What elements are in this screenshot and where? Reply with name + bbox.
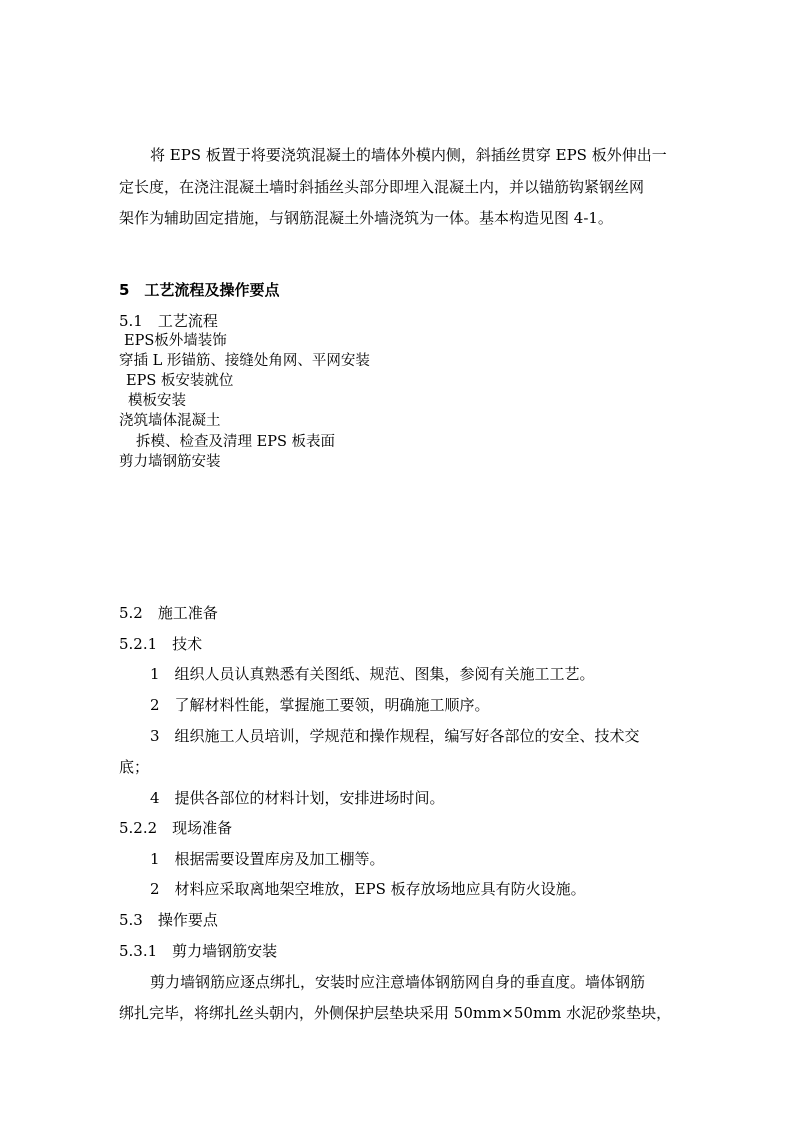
intro-line-1: 将 EPS 板置于将要浇筑混凝土的墙体外模内侧，斜插丝贯穿 EPS 板外伸出一 xyxy=(150,146,667,164)
flow-step: EPS 板安装就位 xyxy=(126,373,234,389)
intro-line-3: 架作为辅助固定措施，与钢筋混凝土外墙浇筑为一体。基本构造见图 4-1。 xyxy=(119,209,613,227)
flow-step: 浇筑墙体混凝土 xyxy=(119,413,221,429)
tech-item-3: 3 组织施工人员培训，学规范和操作规程，编写好各部位的安全、技术交 xyxy=(150,727,640,745)
flow-step: 穿插 L 形锚筋、接缝处角网、平网安装 xyxy=(119,353,370,369)
flow-step: EPS板外墙装饰 xyxy=(124,333,227,349)
flow-step: 剪力墙钢筋安装 xyxy=(119,454,221,470)
section-5-2-2-heading: 5.2.2 现场准备 xyxy=(119,819,233,837)
section-5-heading: 5 工艺流程及操作要点 xyxy=(119,281,280,299)
section-5-3-1-heading: 5.3.1 剪力墙钢筋安装 xyxy=(119,942,278,960)
tech-item-3-cont: 底； xyxy=(119,758,150,776)
section-5-1-heading: 5.1 工艺流程 xyxy=(119,312,218,330)
tech-item-4: 4 提供各部位的材料计划，安排进场时间。 xyxy=(150,789,445,807)
site-item-2: 2 材料应采取离地架空堆放，EPS 板存放场地应具有防火设施。 xyxy=(150,880,586,898)
site-item-1: 1 根据需要设置库房及加工棚等。 xyxy=(150,850,385,868)
tech-item-2: 2 了解材料性能，掌握施工要领，明确施工顺序。 xyxy=(150,696,490,714)
flow-step: 模板安装 xyxy=(128,393,186,409)
tech-item-1: 1 组织人员认真熟悉有关图纸、规范、图集，参阅有关施工工艺。 xyxy=(150,665,595,683)
section-5-2-heading: 5.2 施工准备 xyxy=(119,604,218,622)
rebar-para-line-2: 绑扎完毕，将绑扎丝头朝内，外侧保护层垫块采用 50mm×50mm 水泥砂浆垫块， xyxy=(119,1004,672,1022)
flow-step: 拆模、检查及清理 EPS 板表面 xyxy=(136,434,335,450)
section-5-2-1-heading: 5.2.1 技术 xyxy=(119,635,203,653)
intro-line-2: 定长度，在浇注混凝土墙时斜插丝头部分即埋入混凝土内，并以锚筋钩紧钢丝网 xyxy=(119,178,645,196)
rebar-para-line-1: 剪力墙钢筋应逐点绑扎，安装时应注意墙体钢筋网自身的垂直度。墙体钢筋 xyxy=(150,973,646,991)
section-5-3-heading: 5.3 操作要点 xyxy=(119,911,218,929)
